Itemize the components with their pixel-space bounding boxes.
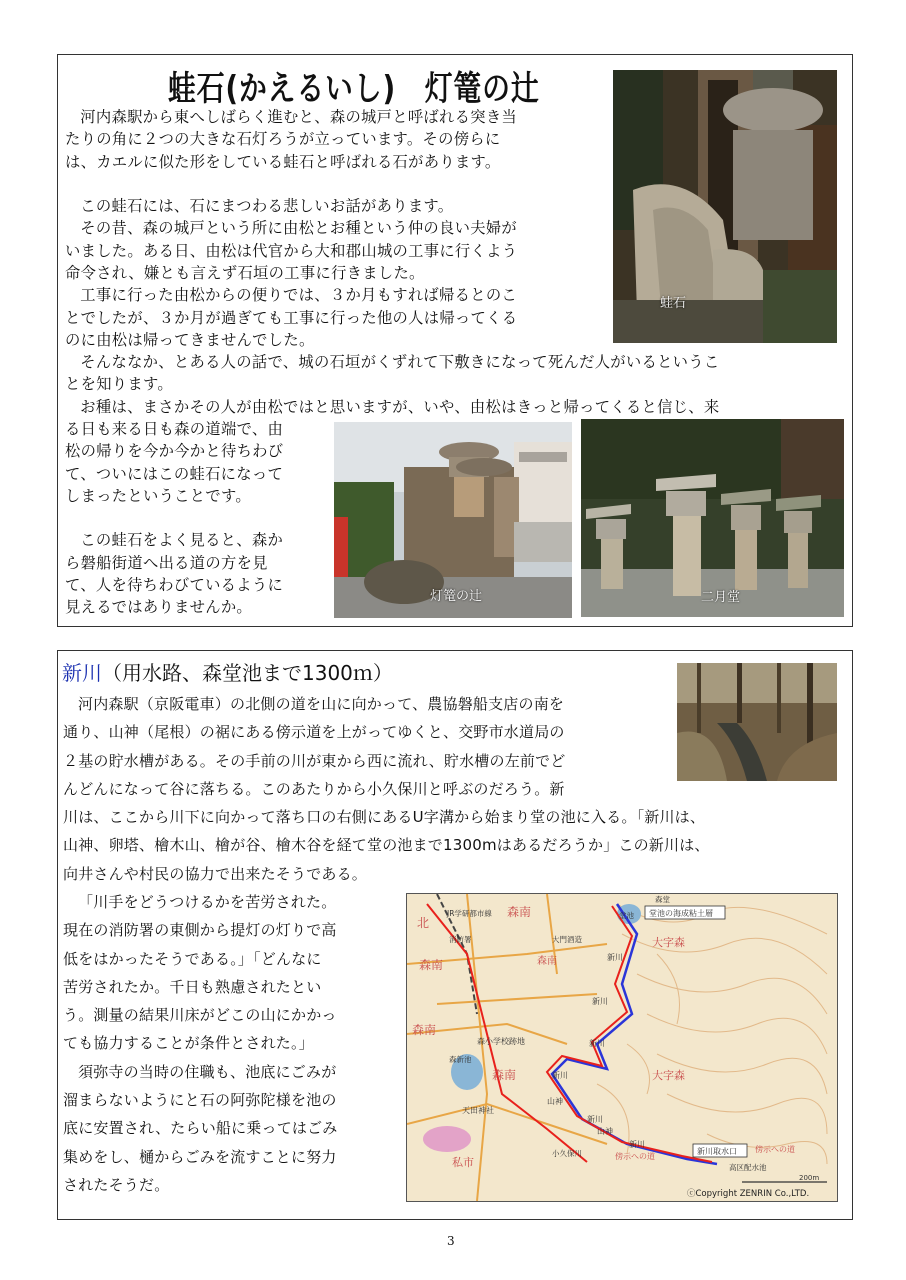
map-reservoir: 高区配水池 xyxy=(729,1163,767,1172)
text-line: たりの角に２つの大きな石灯ろうが立っています。その傍らに xyxy=(65,130,501,149)
kaeruishi-caption: 蛙石 xyxy=(660,296,687,311)
text-line xyxy=(65,173,617,195)
text-line: て、ついにはこの蛙石になって xyxy=(65,464,284,483)
text-line: この蛙石には、石にまつわる悲しいお話があります。 xyxy=(80,197,454,216)
text-line: んどんになって谷に落ちる。このあたりから小久保川と呼ぶのだろう。新 xyxy=(63,779,565,798)
text-bottom xyxy=(63,888,403,1199)
map-oaza-mori-1: 大字森 xyxy=(652,936,685,949)
text-line: 集めをし、樋からごみを流すことに努力 xyxy=(63,1147,337,1166)
text-full xyxy=(65,351,850,418)
text-line: 低をはかったそうである。」「どんなに xyxy=(63,949,322,968)
tourou-photo xyxy=(334,422,572,618)
text-line: て、人を待ちわびているように xyxy=(65,576,284,595)
title-sub: （用水路、森堂池まで1300ｍ） xyxy=(102,661,393,685)
text-line: この蛙石をよく見ると、森か xyxy=(80,531,284,550)
map-mori-shinike: 森新池 xyxy=(449,1055,472,1064)
text-top xyxy=(63,690,678,803)
text-line: 河内森駅から東へしばらく進むと、森の城戸と呼ばれる突き当 xyxy=(80,108,518,126)
map-north: 北 xyxy=(417,916,430,930)
text-line: 命令され、嫌とも言えず石垣の工事に行きました。 xyxy=(65,264,425,283)
text-line: 河内森駅（京阪電車）の北側の道を山に向かって、農協磐船支店の南を xyxy=(78,695,565,713)
map-fire-station: 消防署 xyxy=(449,935,472,944)
kaeruishi-photo xyxy=(613,70,837,343)
map-oaza-mori-2: 大字森 xyxy=(652,1069,685,1082)
waterway-photo xyxy=(677,663,837,781)
map-kamikami: 山神 xyxy=(547,1097,563,1106)
map-ooka-sake: 大門酒造 xyxy=(552,935,582,944)
page-number: 3 xyxy=(447,1234,455,1248)
text-line: されたそうだ。 xyxy=(63,1175,170,1194)
section-title: 蛙石(かえるいし) 灯篭の辻 xyxy=(168,69,540,109)
section-title xyxy=(62,657,393,686)
text-line xyxy=(65,507,337,529)
text-line: う。測量の結果川床がどこの山にかかっ xyxy=(63,1006,337,1025)
map-copyright: ⓒCopyright ZENRIN Co.,LTD. xyxy=(687,1189,810,1199)
map-shinkawa-5: 新川 xyxy=(587,1115,603,1124)
kaeruishi-section xyxy=(57,54,853,627)
shinkawa-section xyxy=(57,650,853,1220)
text-line: ら磐船街道へ出る道の方を見 xyxy=(65,553,268,572)
map-scale: 200m xyxy=(799,1174,820,1182)
text-line: 向井さんや村民の協力で出来たそうである。 xyxy=(63,864,368,883)
text-line: 溜まらないようにと石の阿弥陀様を池の xyxy=(63,1091,337,1110)
map-doike-dobashi: 堂池の海成粘土層 xyxy=(649,909,713,918)
map-mori-minami-2: 森南 xyxy=(419,958,444,972)
map-yamagami: 山神 xyxy=(597,1127,613,1136)
text-line: 川は、ここから川下に向かって落ち口の右側にあるU字溝から始まり堂の池に入る。「新川は、 xyxy=(63,808,706,826)
text-line: そんななか、とある人の話で、城の石垣がくずれて下敷きになって死んだ人がいるというこ xyxy=(80,353,720,371)
map-shinkawa-2: 新川 xyxy=(592,997,608,1006)
text-line: とを知ります。 xyxy=(65,375,173,394)
text-line: 須弥寺の当時の住職も、池底にごみが xyxy=(78,1062,337,1081)
map-shinkawa-intake: 新川取水口 xyxy=(697,1147,737,1156)
text-line: お種は、まさかその人が由松ではと思いますが、いや、由松はきっと帰ってくると信じ、来 xyxy=(80,397,720,416)
nigatsudou-caption: 二月堂 xyxy=(701,590,741,605)
text-line: 工事に行った由松からの便りでは、３か月もすれば帰るとのこ xyxy=(80,286,518,305)
text-bottom xyxy=(65,418,337,619)
map-hoji-road2: 傍示への道 xyxy=(755,1145,795,1154)
map-hoji-road: 傍示への道 xyxy=(615,1152,655,1161)
map-mori-minami-5: 森南 xyxy=(537,956,557,967)
text-line: 「川手をどうつけるかを苦労された。 xyxy=(78,893,337,911)
map-kokubo: 小久保川 xyxy=(552,1149,582,1158)
text-line: ても協力することが条件とされた。」 xyxy=(63,1034,314,1053)
text-line: 山神、卵塔、檜木山、檜が谷、檜木谷を経て堂の池まで1300mはあるだろうか」この新川は、 xyxy=(63,836,710,855)
title-main: 新川 xyxy=(62,661,102,685)
map-shinkawa-4: 新川 xyxy=(552,1071,568,1080)
map-shinkawa-6: 新川 xyxy=(629,1140,645,1149)
text-line: は、カエルに似た形をしている蛙石と呼ばれる石があります。 xyxy=(65,152,501,171)
map-jr-line: JR学研都市線 xyxy=(447,909,492,918)
text-line: その昔、森の城戸という所に由松とお種という仲の良い夫婦が xyxy=(80,219,518,238)
text-line: 通り、山神（尾根）の裾にある傍示道を上がってゆくと、交野市水道局の xyxy=(63,723,565,742)
map-mori-minami-1: 森南 xyxy=(507,905,532,919)
map-doike: 堂池 xyxy=(619,911,634,920)
nigatsudou-photo xyxy=(581,419,844,617)
text-line: しまったということです。 xyxy=(65,486,251,505)
map-shrine: 天田神社 xyxy=(462,1106,494,1115)
text-line: 底に安置され、たらい船に乗ってはごみ xyxy=(63,1119,338,1138)
map-morido: 森堂 xyxy=(655,895,670,904)
text-top xyxy=(65,106,617,351)
text-line: いました。ある日、由松は代官から大和郡山城の工事に行くよう xyxy=(65,241,518,260)
text-line: 現在の消防署の東側から提灯の灯りで高 xyxy=(63,921,337,940)
text-full xyxy=(63,803,848,888)
text-line: 松の帰りを今か今かと待ちわび xyxy=(65,442,284,461)
text-line: る日も来る日も森の道端で、由 xyxy=(65,420,284,438)
text-line: のに由松は帰ってきませんでした。 xyxy=(65,330,315,349)
text-line: 見えるではありませんか。 xyxy=(65,598,253,617)
text-line: とでしたが、３か月が過ぎても工事に行った他の人は帰ってくる xyxy=(65,308,518,327)
map-mori-minami-3: 森南 xyxy=(412,1023,437,1037)
area-map xyxy=(406,893,838,1202)
tourou-caption: 灯篭の辻 xyxy=(430,589,483,604)
map-city: 私市 xyxy=(452,1156,474,1169)
map-school-site: 森小学校跡地 xyxy=(477,1037,525,1046)
text-line: 苦労されたか。千日も熟慮されたとい xyxy=(63,977,322,996)
map-shinkawa-1: 新川 xyxy=(607,953,623,962)
map-mori-minami-4: 森南 xyxy=(492,1068,517,1082)
map-shinkawa-3: 新川 xyxy=(589,1039,605,1048)
text-line: ２基の貯水槽がある。その手前の川が東から西に流れ、貯水槽の左前でど xyxy=(63,751,566,770)
